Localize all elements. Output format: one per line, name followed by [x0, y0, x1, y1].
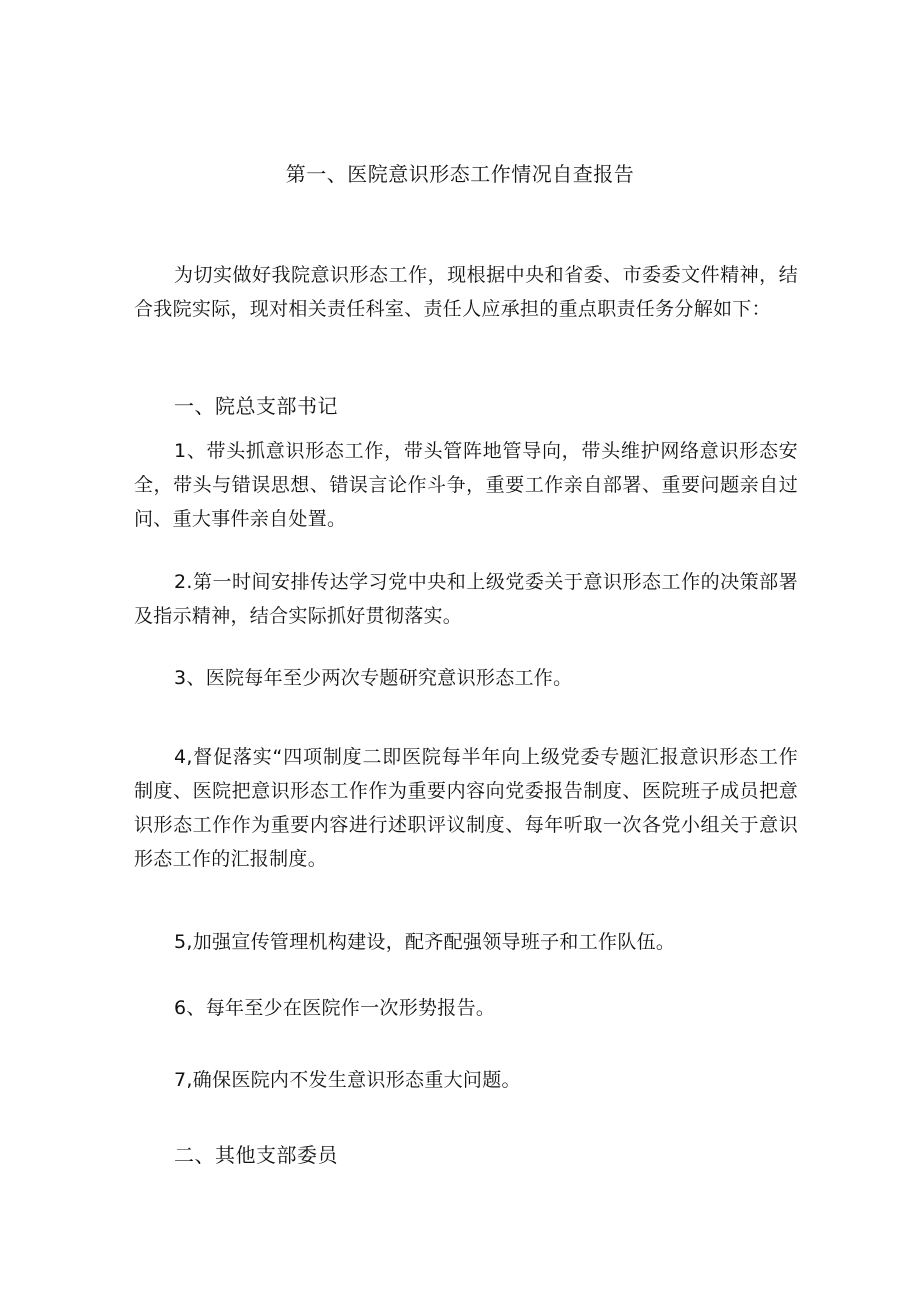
section-one-item-5: 5,加强宣传管理机构建设，配齐配强领导班子和工作队伍。 [174, 931, 676, 953]
document-title: 第一、医院意识形态工作情况自查报告 [285, 162, 635, 186]
section-one-item-7: 7,确保医院内不发生意识形态重大问题。 [174, 1069, 521, 1091]
section-two-heading: 二、其他支部委员 [174, 1143, 338, 1167]
section-one-item-6: 6、每年至少在医院作一次形势报告。 [174, 997, 496, 1019]
section-one-item-1: 1、带头抓意识形态工作，带头管阵地管导向，带头维护网络意识形态安全，带头与错误思想、错误言论作斗争，重要工作亲自部署、重要问题亲自过问、重大事件亲自处置。 [134, 440, 798, 530]
intro-paragraph: 为切实做好我院意识形态工作，现根据中央和省委、市委委文件精神，结合我院实际，现对相关责任科室、责任人应承担的重点职责任务分解如下： [134, 264, 798, 320]
section-one-item-3: 3、医院每年至少两次专题研究意识形态工作。 [174, 667, 573, 689]
section-one-item-2: 2.第一时间安排传达学习党中央和上级党委关于意识形态工作的决策部署及指示精神，结合实际抓好贯彻落实。 [134, 571, 798, 627]
section-one-heading: 一、院总支部书记 [174, 394, 338, 418]
section-one-item-4: 4,督促落实“四项制度二即医院每半年向上级党委专题汇报意识形态工作制度、医院把意识形态工作作为重要内容向党委报告制度、医院班子成员把意识形态工作作为重要内容进行述职评议制度、每年听取一次各党小组关于意识形态工作的汇报制度。 [134, 746, 798, 870]
